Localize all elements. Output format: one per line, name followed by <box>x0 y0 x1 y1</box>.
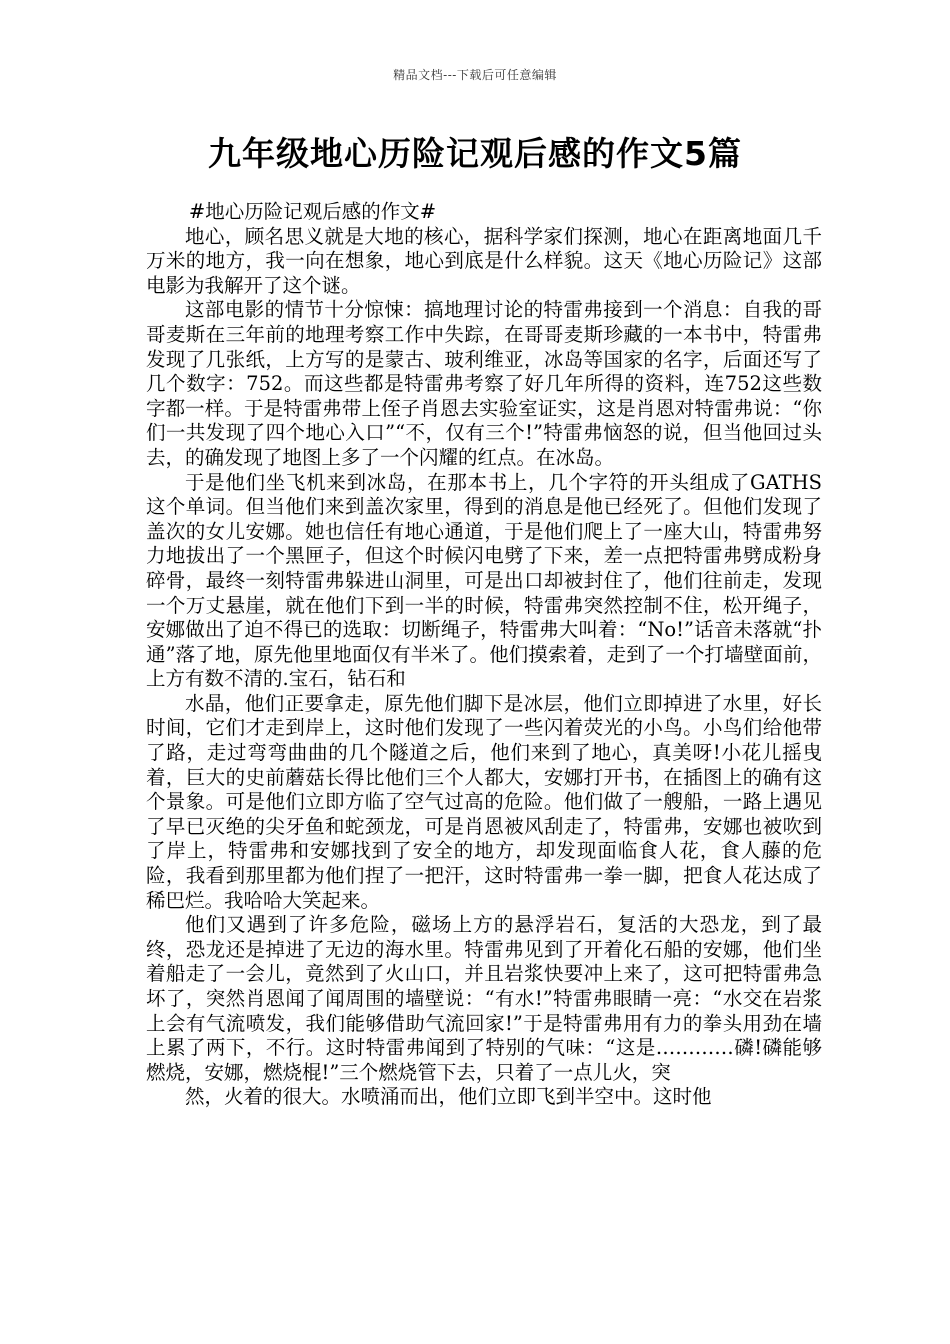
paragraph-6: 然，火着的很大。水喷涌而出，他们立即飞到半空中。这时他 <box>185 1085 712 1109</box>
paragraph-1: 地心，顾名思义就是大地的核心，据科学家们探测，地心在距离地面几千万米的地方，我一向在想象，地心到底是什么样貌。这天《地心历险记》这部电影为我解开了这个谜。 <box>146 224 822 297</box>
document-title: 九年级地心历险记观后感的作文5篇 <box>208 134 742 173</box>
paragraph-3: 于是他们坐飞机来到冰岛，在那本书上，几个字符的开头组成了GATHS这个单词。但当他们来到盖次家里，得到的消息是他已经死了。但他们发现了盖次的女儿安娜。她也信任有地心通道，于是他们爬上了一座大山，特雷弗努力地拔出了一个黑匣子，但这个时候闪电劈了下来，差一点把特雷弗劈成粉身碎骨，最终一刻特雷弗躲进山洞里，可是出口却被封住了，他们往前走，发现一个万丈悬崖，就在他们下到一半的时候，特雷弗突然控制不住，松开绳子，安娜做出了迫不得已的选取：切断绳子，特雷弗大叫着：“No!”话音未落就“扑通”落了地，原先他里地面仅有半米了。他们摸索着，走到了一个打墙壁面前，上方有数不清的.宝石，钻石和 <box>146 470 822 691</box>
paragraph-5: 他们又遇到了许多危险，磁场上方的悬浮岩石，复活的大恐龙，到了最终，恐龙还是掉进了无边的海水里。特雷弗见到了开着化石船的安娜，他们坐着船走了一会儿，竟然到了火山口，并且岩浆快要冲上来了，这可把特雷弗急坏了，突然肖恩闻了闻周围的墙壁说：“有水!”特雷弗眼睛一亮：“水交在岩浆上会有气流喷发，我们能够借助气流回家!”于是特雷弗用有力的拳头用劲在墙上累了两下，不行。这时特雷弗闻到了特别的气味：“这是…………磷!磷能够燃烧，安娜，燃烧棍!”三个燃烧管下去，只着了一点儿火，突 <box>146 913 822 1084</box>
paragraph-2: 这部电影的情节十分惊悚：搞地理讨论的特雷弗接到一个消息：自我的哥哥麦斯在三年前的地理考察工作中失踪，在哥哥麦斯珍藏的一本书中，特雷弗发现了几张纸，上方写的是蒙古、玻利维亚，冰岛等国家的名字，后面还写了几个数字：752。而这些都是特雷弗考察了好几年所得的资料，连752这些数字都一样。于是特雷弗带上侄子肖恩去实验室证实，这是肖恩对特雷弗说：“你们一共发现了四个地心入口”“不，仅有三个!”特雷弗恼怒的说，但当他回过头去，的确发现了地图上多了一个闪耀的红点。在冰岛。 <box>146 298 822 469</box>
document-body <box>146 200 822 1110</box>
header-note: 精品文档---下载后可任意编辑 <box>393 68 557 82</box>
hashtag-line: #地心历险记观后感的作文# <box>188 200 437 223</box>
paragraph-4: 水晶，他们正要拿走，原先他们脚下是冰层，他们立即掉进了水里，好长时间，它们才走到岸上，这时他们发现了一些闪着荧光的小鸟。小鸟们给他带了路，走过弯弯曲曲的几个隧道之后，他们来到了地心，真美呀!小花儿摇曳着，巨大的史前蘑菇长得比他们三个人都大，安娜打开书，在插图上的确有这个景象。可是他们立即方临了空气过高的危险。他们做了一艘船，一路上遇见了早已灭绝的尖牙鱼和蛇颈龙，可是肖恩被风刮走了，特雷弗，安娜也被吹到了岸上，特雷弗和安娜找到了安全的地方，却发现面临食人花，食人藤的危险，我看到那里都为他们捏了一把汗，这时特雷弗一拳一脚，把食人花达成了稀巴烂。我哈哈大笑起来。 <box>146 691 822 912</box>
